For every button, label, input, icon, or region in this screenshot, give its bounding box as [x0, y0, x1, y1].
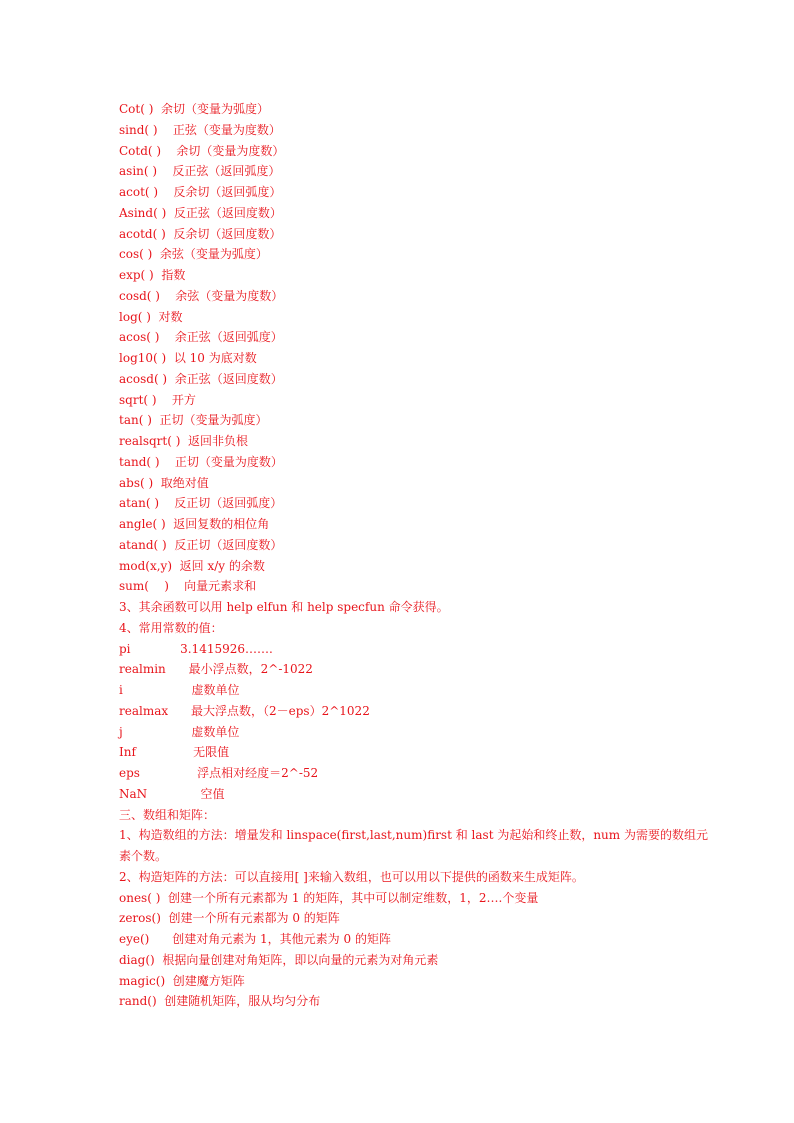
text-line: sind( ) 正弦（变量为度数）	[119, 122, 281, 137]
text-line: acot( ) 反余切（返回弧度）	[119, 185, 282, 199]
text-line: rand() 创建随机矩阵，服从均匀分布	[119, 994, 321, 1009]
text-line: ones( ) 创建一个所有元素都为 1 的矩阵，其中可以制定维数，1，2….个变量	[119, 890, 539, 905]
text-line: 4、常用常数的值：	[119, 620, 223, 635]
text-line: zeros() 创建一个所有元素都为 0 的矩阵	[119, 911, 340, 926]
paragraph	[119, 825, 708, 867]
text-line: eye() 创建对角元素为 1，其他元素为 0 的矩阵	[119, 932, 391, 946]
text-line: realmin 最小浮点数，2^-1022	[119, 662, 313, 677]
text-line: angle( ) 返回复数的相位角	[119, 517, 270, 531]
text-line: diag() 根据向量创建对角矩阵，即以向量的元素为对角元素	[119, 952, 439, 967]
text-line: sum( ) 向量元素求和	[119, 579, 257, 594]
text-line: abs( ) 取绝对值	[119, 475, 209, 490]
text-line: Inf 无限值	[119, 745, 230, 760]
text-line: sqrt( ) 开方	[119, 392, 196, 407]
text-line: asin( ) 反正弦（返回弧度）	[119, 164, 281, 179]
text-line: Cot( ) 余切（变量为弧度）	[119, 102, 270, 116]
text-line: pi 3.1415926…….	[119, 641, 273, 656]
text-line: NaN 空值	[119, 786, 225, 801]
paragraph-line: 1、构造数组的方法：增量发和 linspace(first,last,num)first 和 last 为起始和终止数，num 为需要的数组元	[119, 828, 708, 843]
text-line: 3、其余函数可以用 help elfun 和 help specfun 命令获得。	[119, 600, 449, 614]
text-line: acotd( ) 反余切（返回度数）	[119, 226, 282, 241]
text-line: mod(x,y) 返回 x/y 的余数	[119, 558, 265, 573]
text-line: acos( ) 余正弦（返回弧度）	[119, 330, 283, 345]
document-body	[119, 99, 708, 1012]
paragraph-line: 素个数。	[119, 849, 168, 863]
text-line: eps 浮点相对经度＝2^-52	[119, 766, 319, 780]
text-line: Asind( ) 反正弦（返回度数）	[119, 205, 282, 220]
text-line: tand( ) 正切（变量为度数）	[119, 454, 283, 469]
text-line: i 虚数单位	[119, 683, 240, 697]
text-line: tan( ) 正切（变量为弧度）	[119, 413, 268, 428]
text-line: atand( ) 反正切（返回度数）	[119, 537, 283, 552]
text-line: exp( ) 指数	[119, 268, 186, 282]
section-heading: 三、数组和矩阵：	[119, 807, 216, 822]
text-line: 2、构造矩阵的方法：可以直接用[ ]来输入数组，也可以用以下提供的函数来生成矩阵。	[119, 869, 584, 884]
text-line: realsqrt( ) 返回非负根	[119, 434, 249, 448]
text-line: log( ) 对数	[119, 309, 183, 324]
text-line: cos( ) 余弦（变量为弧度）	[119, 247, 268, 262]
text-line: realmax 最大浮点数，（2－eps）2^1022	[119, 703, 370, 718]
text-line: cosd( ) 余弦（变量为度数）	[119, 288, 284, 303]
text-line: j 虚数单位	[119, 724, 240, 739]
text-line: log10( ) 以 10 为底对数	[119, 351, 257, 365]
text-line: acosd( ) 余正弦（返回度数）	[119, 371, 283, 386]
text-line: atan( ) 反正切（返回弧度）	[119, 496, 283, 511]
text-line: magic() 创建魔方矩阵	[119, 973, 245, 988]
text-line: Cotd( ) 余切（变量为度数）	[119, 143, 285, 158]
